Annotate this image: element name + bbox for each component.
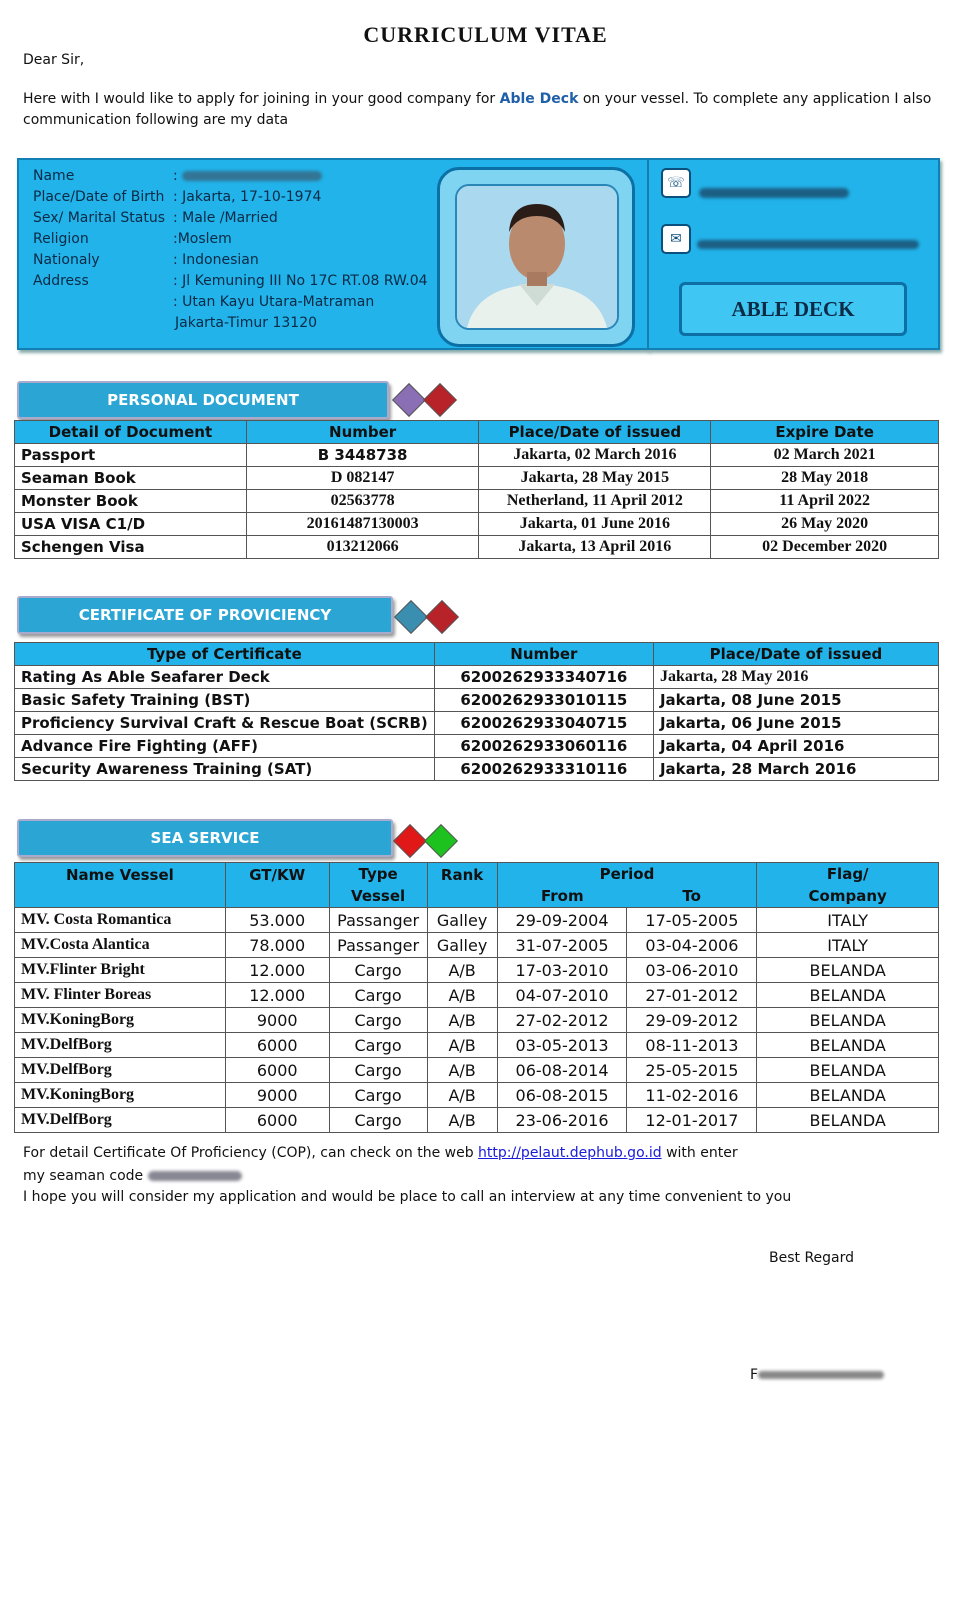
teal-diamond-icon	[394, 600, 428, 634]
profile-value: Jakarta-Timur 13120	[175, 315, 318, 331]
rank: A/B	[427, 1058, 497, 1083]
cop-text: For detail Certificate Of Proficiency (COP), can check on the web	[23, 1145, 479, 1161]
table-row	[15, 1083, 939, 1108]
salutation: Dear Sir,	[23, 52, 85, 68]
gross-tonnage: 53.000	[225, 908, 329, 933]
period-from: 31-07-2005	[497, 933, 627, 958]
vessel-type: Cargo	[329, 1008, 427, 1033]
vessel-type: Cargo	[329, 983, 427, 1008]
table-row	[15, 933, 939, 958]
person-photo-icon	[457, 186, 617, 328]
table-row	[15, 467, 939, 490]
table-header-row	[15, 421, 939, 444]
document-issued: Jakarta, 13 April 2016	[479, 536, 711, 559]
best-regard: Best Regard	[769, 1250, 855, 1266]
document-name: USA VISA C1/D	[15, 513, 247, 536]
profile-row-address-3	[19, 313, 439, 334]
gross-tonnage: 9000	[225, 1008, 329, 1033]
certificate-table	[14, 642, 939, 781]
profile-value: : Indonesian	[173, 252, 259, 268]
vessel-name: MV. Flinter Boreas	[15, 983, 226, 1008]
profile-row-birth	[19, 187, 439, 208]
flag-company: BELANDA	[757, 983, 939, 1008]
certificate-number: 6200262933010115	[434, 689, 653, 712]
closing-line: I hope you will consider my application and would be place to call an interview at any time convenient to you	[23, 1189, 792, 1205]
gross-tonnage: 9000	[225, 1083, 329, 1108]
profile-photo	[455, 184, 619, 330]
vessel-name: MV.DelfBorg	[15, 1108, 226, 1133]
certificate-number: 6200262933340716	[434, 666, 653, 689]
profile-row-name	[19, 166, 439, 187]
envelope-icon: ✉	[661, 224, 691, 254]
document-number: 013212066	[246, 536, 479, 559]
column-header: Vessel	[329, 885, 427, 908]
document-expire: 11 April 2022	[711, 490, 939, 513]
position-label: ABLE DECK	[679, 282, 907, 336]
certificate-number: 6200262933040715	[434, 712, 653, 735]
column-header: Detail of Document	[15, 421, 247, 444]
rank: Galley	[427, 908, 497, 933]
vessel-type: Cargo	[329, 1083, 427, 1108]
cop-link[interactable]: http://pelaut.dephub.go.id	[478, 1145, 662, 1161]
profile-label: Place/Date of Birth	[33, 189, 165, 205]
certificate-type: Basic Safety Training (BST)	[15, 689, 435, 712]
column-header: Place/Date of issued	[479, 421, 711, 444]
table-row	[15, 1108, 939, 1133]
vessel-type: Cargo	[329, 958, 427, 983]
phone-icon: ☏	[661, 168, 691, 198]
vessel-name: MV.Costa Alantica	[15, 933, 226, 958]
document-issued: Jakarta, 02 March 2016	[479, 444, 711, 467]
vessel-type: Passanger	[329, 933, 427, 958]
table-row	[15, 1008, 939, 1033]
table-row	[15, 735, 939, 758]
table-row	[15, 513, 939, 536]
vessel-name: MV. Costa Romantica	[15, 908, 226, 933]
profile-details	[19, 166, 439, 346]
redacted-phone	[699, 188, 849, 198]
table-header-row	[15, 643, 939, 666]
document-expire: 28 May 2018	[711, 467, 939, 490]
period-from: 04-07-2010	[497, 983, 627, 1008]
redacted-seaman-code	[148, 1171, 242, 1181]
certificate-issued: Jakarta, 06 June 2015	[653, 712, 938, 735]
profile-value: : Utan Kayu Utara-Matraman	[173, 294, 375, 310]
flag-company: BELANDA	[757, 1083, 939, 1108]
rank: A/B	[427, 958, 497, 983]
redacted-name	[182, 171, 322, 181]
column-header: Type	[329, 863, 427, 886]
intro-paragraph	[23, 89, 943, 131]
vessel-name: MV.KoningBorg	[15, 1083, 226, 1108]
period-to: 17-05-2005	[627, 908, 757, 933]
vessel-name: MV.DelfBorg	[15, 1058, 226, 1083]
red-diamond-icon	[425, 600, 459, 634]
column-header: Rank	[427, 863, 497, 908]
period-to: 03-04-2006	[627, 933, 757, 958]
seaman-code-label: my seaman code	[23, 1168, 148, 1184]
profile-row-address-2	[19, 292, 439, 313]
certificate-issued: Jakarta, 28 May 2016	[653, 666, 938, 689]
certificate-type: Rating As Able Seafarer Deck	[15, 666, 435, 689]
red-diamond-icon	[423, 383, 457, 417]
document-number: 20161487130003	[246, 513, 479, 536]
rank: A/B	[427, 1033, 497, 1058]
gross-tonnage: 6000	[225, 1108, 329, 1133]
table-row	[15, 689, 939, 712]
period-from: 29-09-2004	[497, 908, 627, 933]
document-issued: Jakarta, 28 May 2015	[479, 467, 711, 490]
vessel-name: MV.DelfBorg	[15, 1033, 226, 1058]
column-header: Number	[246, 421, 479, 444]
profile-value: : Male /Married	[173, 210, 278, 226]
rank: A/B	[427, 1108, 497, 1133]
cop-text-after: with enter	[661, 1145, 738, 1161]
period-from: 06-08-2015	[497, 1083, 627, 1108]
profile-row-sex	[19, 208, 439, 229]
vessel-type: Cargo	[329, 1033, 427, 1058]
document-issued: Jakarta, 01 June 2016	[479, 513, 711, 536]
column-header: From	[497, 885, 627, 908]
section-header-certificate: CERTIFICATE OF PROVICIENCY	[17, 596, 393, 634]
cop-note	[23, 1143, 943, 1164]
certificate-type: Advance Fire Fighting (AFF)	[15, 735, 435, 758]
column-header: Place/Date of issued	[653, 643, 938, 666]
flag-company: BELANDA	[757, 1033, 939, 1058]
flag-company: BELANDA	[757, 958, 939, 983]
period-to: 03-06-2010	[627, 958, 757, 983]
intro-text-before: Here with I would like to apply for joining in your good company for	[23, 91, 500, 107]
rank: A/B	[427, 1083, 497, 1108]
profile-value: : Jl Kemuning III No 17C RT.08 RW.04	[173, 273, 428, 289]
table-row	[15, 983, 939, 1008]
gross-tonnage: 12.000	[225, 983, 329, 1008]
gross-tonnage: 78.000	[225, 933, 329, 958]
period-from: 17-03-2010	[497, 958, 627, 983]
table-header-row	[15, 863, 939, 886]
document-name: Schengen Visa	[15, 536, 247, 559]
document-expire: 02 March 2021	[711, 444, 939, 467]
certificate-issued: Jakarta, 04 April 2016	[653, 735, 938, 758]
document-name: Monster Book	[15, 490, 247, 513]
rank: A/B	[427, 983, 497, 1008]
period-from: 27-02-2012	[497, 1008, 627, 1033]
certificate-type: Proficiency Survival Craft & Rescue Boat (SCRB)	[15, 712, 435, 735]
flag-company: ITALY	[757, 933, 939, 958]
contact-card	[647, 158, 940, 350]
flag-company: ITALY	[757, 908, 939, 933]
gross-tonnage: 6000	[225, 1058, 329, 1083]
table-row	[15, 758, 939, 781]
photo-frame	[437, 167, 635, 347]
column-header: GT/KW	[225, 863, 329, 908]
document-number: D 082147	[246, 467, 479, 490]
table-row	[15, 444, 939, 467]
table-row	[15, 490, 939, 513]
section-header-personal-document: PERSONAL DOCUMENT	[17, 381, 389, 419]
period-to: 25-05-2015	[627, 1058, 757, 1083]
period-to: 08-11-2013	[627, 1033, 757, 1058]
signature	[750, 1367, 884, 1383]
vessel-type: Passanger	[329, 908, 427, 933]
rank: A/B	[427, 1008, 497, 1033]
purple-diamond-icon	[392, 383, 426, 417]
signature-initial: F	[750, 1367, 759, 1383]
table-row	[15, 908, 939, 933]
certificate-number: 6200262933060116	[434, 735, 653, 758]
certificate-type: Security Awareness Training (SAT)	[15, 758, 435, 781]
profile-value: : Jakarta, 17-10-1974	[173, 189, 322, 205]
vessel-type: Cargo	[329, 1058, 427, 1083]
profile-row-religion	[19, 229, 439, 250]
vessel-name: MV.Flinter Bright	[15, 958, 226, 983]
flag-company: BELANDA	[757, 1008, 939, 1033]
column-header: Number	[434, 643, 653, 666]
profile-value: :Moslem	[173, 231, 232, 247]
column-header: Period	[497, 863, 757, 886]
vessel-type: Cargo	[329, 1108, 427, 1133]
document-name: Passport	[15, 444, 247, 467]
document-expire: 26 May 2020	[711, 513, 939, 536]
column-header: Flag/	[757, 863, 939, 886]
certificate-issued: Jakarta, 28 March 2016	[653, 758, 938, 781]
table-row	[15, 712, 939, 735]
document-number: B 3448738	[246, 444, 479, 467]
certificate-number: 6200262933310116	[434, 758, 653, 781]
intro-position: Able Deck	[499, 91, 579, 107]
flag-company: BELANDA	[757, 1108, 939, 1133]
document-expire: 02 December 2020	[711, 536, 939, 559]
period-to: 12-01-2017	[627, 1108, 757, 1133]
profile-label: Sex/ Marital Status	[33, 210, 166, 226]
document-issued: Netherland, 11 April 2012	[479, 490, 711, 513]
profile-row-nationality	[19, 250, 439, 271]
profile-label: Nationaly	[33, 252, 100, 268]
column-header: Name Vessel	[15, 863, 226, 908]
profile-value: :	[173, 166, 322, 187]
period-from: 06-08-2014	[497, 1058, 627, 1083]
column-header: Company	[757, 885, 939, 908]
period-to: 11-02-2016	[627, 1083, 757, 1108]
profile-label: Religion	[33, 231, 89, 247]
gross-tonnage: 12.000	[225, 958, 329, 983]
profile-label: Name	[33, 168, 75, 184]
section-header-sea-service: SEA SERVICE	[17, 819, 393, 857]
redacted-email	[697, 240, 919, 249]
redacted-signature-name	[758, 1371, 884, 1379]
column-header: To	[627, 885, 757, 908]
period-to: 29-09-2012	[627, 1008, 757, 1033]
column-header: Type of Certificate	[15, 643, 435, 666]
table-row	[15, 1058, 939, 1083]
rank: Galley	[427, 933, 497, 958]
intro-text-after: on your vessel. To complete any application I also communication following are my data	[23, 91, 932, 128]
table-row	[15, 536, 939, 559]
period-from: 03-05-2013	[497, 1033, 627, 1058]
green-diamond-icon	[424, 824, 458, 858]
seaman-code-line	[23, 1166, 242, 1187]
certificate-issued: Jakarta, 08 June 2015	[653, 689, 938, 712]
flag-company: BELANDA	[757, 1058, 939, 1083]
vessel-name: MV.KoningBorg	[15, 1008, 226, 1033]
period-to: 27-01-2012	[627, 983, 757, 1008]
personal-document-table	[14, 420, 939, 559]
table-row	[15, 1033, 939, 1058]
document-number: 02563778	[246, 490, 479, 513]
document-name: Seaman Book	[15, 467, 247, 490]
table-row	[15, 958, 939, 983]
profile-label: Address	[33, 273, 89, 289]
gross-tonnage: 6000	[225, 1033, 329, 1058]
table-row	[15, 666, 939, 689]
period-from: 23-06-2016	[497, 1108, 627, 1133]
sea-service-table	[14, 862, 939, 1133]
red-diamond-icon	[393, 824, 427, 858]
profile-row-address	[19, 271, 439, 292]
column-header: Expire Date	[711, 421, 939, 444]
document-title: CURRICULUM VITAE	[363, 22, 608, 47]
